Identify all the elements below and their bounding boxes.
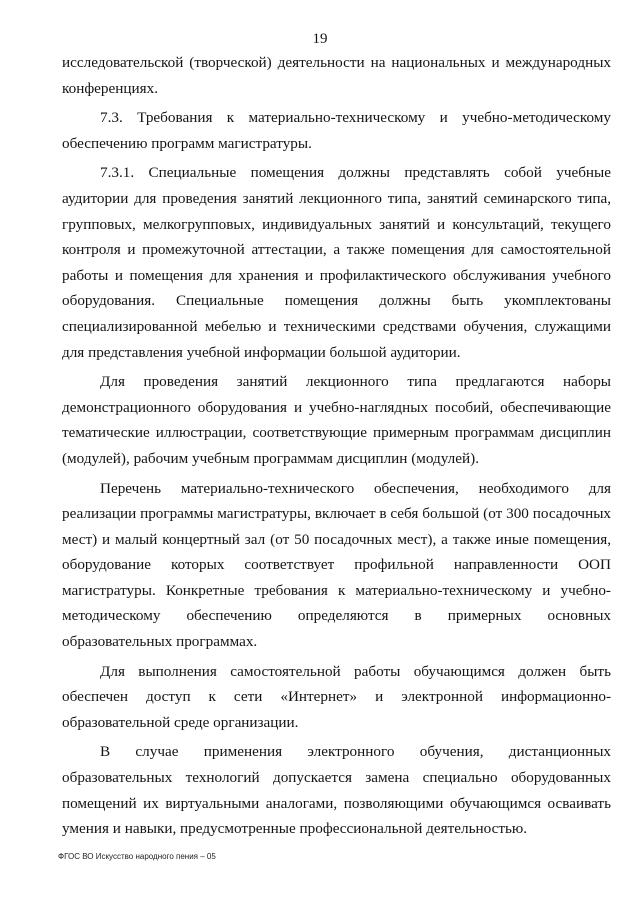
paragraph-equipment-list: Перечень материально-технического обеспечения, необходимого для реализации программы магистратуры, включает в себя большой (от 300 посадочных мест) и малый концертный зал (от 50 посадочных мест), а также иные помещения, оборудование которых соответствует профильной направленности ООП магистратуры. Конкретные требования к материально-техническому и учебно-методическому обеспечению определяются в примерных основных образовательных программах. — [62, 479, 611, 651]
paragraph-7-3-1: 7.3.1. Специальные помещения должны представлять собой учебные аудитории для проведения занятий лекционного типа, занятий семинарского типа, групповых, мелкогрупповых, индивидуальных занятий и консультаций, текущего контроля и промежуточной аттестации, а также помещения для самостоятельной работы и помещения для хранения и профилактического обслуживания учебного оборудования. Специальные помещения должны быть укомплектованы специализированной мебелью и техническими средствами обучения, служащими для представления учебной информации большой аудитории. — [62, 164, 611, 361]
page-number: 19 — [312, 31, 328, 47]
paragraph-lecture-equipment: Для проведения занятий лекционного типа предлагаются наборы демонстрационного оборудования и учебно-наглядных пособий, обеспечивающие тематические иллюстрации, соответствующие примерным программам дисциплин (модулей), рабочим учебным программам дисциплин (модулей). — [62, 373, 611, 467]
paragraph-continuation: исследовательской (творческой) деятельности на национальных и международных конференциях. — [62, 54, 611, 97]
page-footer: ФГОС ВО Искусство народного пения – 05 — [58, 852, 216, 861]
paragraph-internet-access: Для выполнения самостоятельной работы обучающимся должен быть обеспечен доступ к сети «Интернет» и электронной информационно-образовательной среде организации. — [62, 662, 611, 731]
section-heading-7-3: 7.3. Требования к материально-техническому и учебно-методическому обеспечению программ магистратуры. — [62, 109, 611, 152]
body-text — [62, 50, 611, 842]
paragraph-e-learning: В случае применения электронного обучения, дистанционных образовательных технологий допускается замена специально оборудованных помещений их виртуальными аналогами, позволяющими обучающимся осваивать умения и навыки, предусмотренные профессиональной деятельностью. — [62, 743, 611, 838]
